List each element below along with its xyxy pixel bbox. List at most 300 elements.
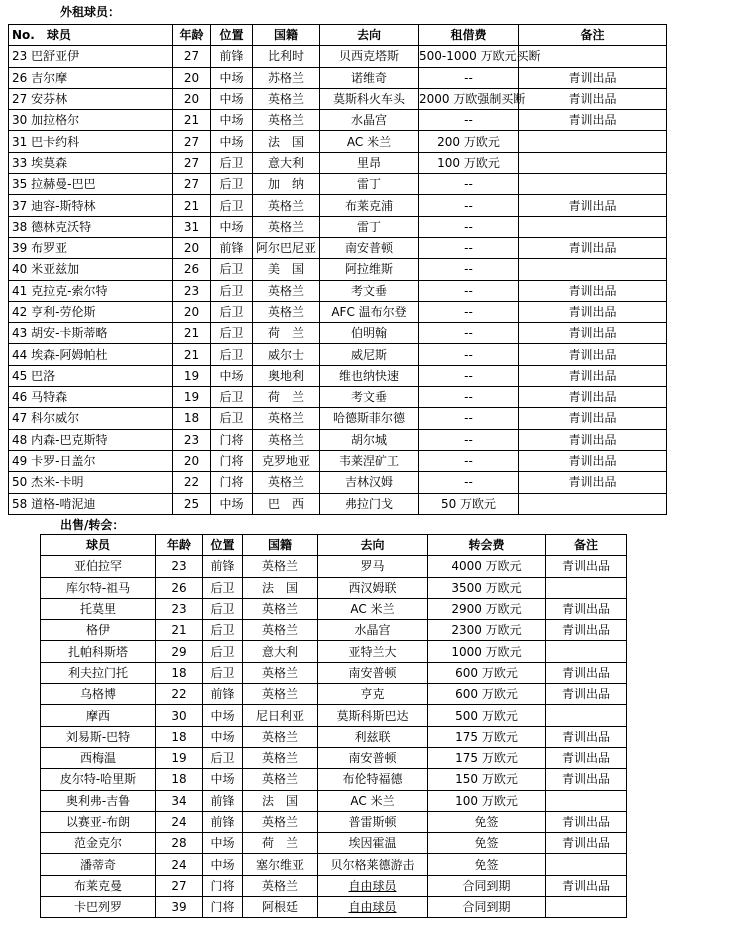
loan-number: 33 [12, 155, 28, 170]
sale-destination-text: 自由球员 [348, 878, 397, 893]
loan-header-fee: 租借费 [419, 25, 519, 46]
loan-header-position: 位置 [211, 25, 253, 46]
loan-destination: 伯明翰 [320, 323, 419, 344]
sale-position: 门将 [203, 897, 243, 918]
loan-fee: -- [419, 344, 519, 365]
loan-fee: 50 万欧元 [419, 493, 519, 514]
loan-player-cell [9, 195, 173, 216]
loan-table-row [9, 131, 742, 152]
loan-destination: 诺维奇 [320, 67, 419, 88]
sale-note [546, 705, 627, 726]
sale-nationality: 意大利 [243, 641, 318, 662]
sale-table-row [41, 662, 627, 683]
sale-player-name: 摩西 [41, 705, 156, 726]
sale-fee: 2900 万欧元 [428, 598, 546, 619]
loan-player-name: 埃森-阿姆帕杜 [31, 347, 108, 362]
sale-position: 前锋 [203, 556, 243, 577]
sale-note [546, 641, 627, 662]
loan-note: 青训出品 [519, 280, 667, 301]
loan-note: 青训出品 [519, 344, 667, 365]
sale-age: 21 [156, 620, 203, 641]
loan-nationality: 英格兰 [253, 110, 320, 131]
sale-player-name: 刘易斯-巴特 [41, 726, 156, 747]
loan-number: 58 [12, 496, 28, 511]
loan-note [519, 152, 667, 173]
loan-player-cell [9, 365, 173, 386]
loan-age: 23 [173, 280, 211, 301]
loan-player-cell [9, 344, 173, 365]
sale-player-name: 利夫拉门托 [41, 662, 156, 683]
sale-position: 后卫 [203, 747, 243, 768]
sale-age: 24 [156, 854, 203, 875]
sale-age: 26 [156, 577, 203, 598]
sale-position: 中场 [203, 705, 243, 726]
loan-nationality: 英格兰 [253, 472, 320, 493]
loan-table-row [9, 493, 742, 514]
loan-note: 青训出品 [519, 237, 667, 258]
sale-nationality: 英格兰 [243, 598, 318, 619]
sale-destination: 水晶宫 [318, 620, 428, 641]
loan-player-name: 吉尔摩 [31, 70, 68, 85]
loan-number: 31 [12, 134, 28, 149]
loan-player-cell [9, 408, 173, 429]
loan-nationality: 英格兰 [253, 195, 320, 216]
loan-header-player: No. 球员 [9, 25, 173, 46]
sale-age: 18 [156, 769, 203, 790]
sale-header-position: 位置 [203, 535, 243, 556]
loan-destination: AC 米兰 [320, 131, 419, 152]
loan-age: 27 [173, 46, 211, 67]
loan-player-name: 内森-巴克斯特 [31, 432, 108, 447]
loan-nationality: 比利时 [253, 46, 320, 67]
loan-age: 20 [173, 237, 211, 258]
loan-player-name: 布罗亚 [31, 241, 68, 256]
sale-header-row [41, 535, 627, 556]
loan-table-row [9, 46, 742, 67]
loan-table-row [9, 259, 742, 280]
loan-age: 26 [173, 259, 211, 280]
sale-nationality: 塞尔维亚 [243, 854, 318, 875]
loan-age: 21 [173, 323, 211, 344]
loan-note: 青训出品 [519, 450, 667, 471]
sale-player-name: 格伊 [41, 620, 156, 641]
loan-player-cell [9, 216, 173, 237]
sale-note: 青训出品 [546, 769, 627, 790]
loan-position: 后卫 [211, 174, 253, 195]
loan-header-note: 备注 [519, 25, 667, 46]
sale-note [546, 790, 627, 811]
loan-destination: 吉林汉姆 [320, 472, 419, 493]
sale-position: 后卫 [203, 641, 243, 662]
loan-position: 后卫 [211, 259, 253, 280]
loan-player-name: 埃莫森 [31, 155, 68, 170]
loan-player-name: 迪容-斯特林 [31, 198, 96, 213]
sale-player-name: 潘蒂奇 [41, 854, 156, 875]
sale-nationality: 英格兰 [243, 811, 318, 832]
sale-table-row [41, 705, 627, 726]
loan-table-row [9, 152, 742, 173]
sale-age: 18 [156, 662, 203, 683]
sale-header-nationality: 国籍 [243, 535, 318, 556]
loan-position: 后卫 [211, 301, 253, 322]
loan-position: 中场 [211, 88, 253, 109]
loan-table-row [9, 387, 742, 408]
loan-player-cell [9, 237, 173, 258]
sale-header-note: 备注 [546, 535, 627, 556]
loan-number: 42 [12, 305, 28, 319]
sale-note: 青训出品 [546, 556, 627, 577]
sale-position: 后卫 [203, 662, 243, 683]
sale-nationality: 英格兰 [243, 556, 318, 577]
loan-fee: -- [419, 110, 519, 131]
sale-fee: 100 万欧元 [428, 790, 546, 811]
loan-player-cell [9, 323, 173, 344]
sale-fee: 3500 万欧元 [428, 577, 546, 598]
sale-table-row [41, 641, 627, 662]
loan-destination: 阿拉维斯 [320, 259, 419, 280]
loan-nationality: 苏格兰 [253, 67, 320, 88]
loan-fee: -- [419, 472, 519, 493]
sale-table-row [41, 811, 627, 832]
loan-table-row [9, 472, 742, 493]
loan-position: 门将 [211, 450, 253, 471]
loan-position: 中场 [211, 131, 253, 152]
sale-destination: 贝尔格莱德游击 [318, 854, 428, 875]
loan-destination: 贝西克塔斯 [320, 46, 419, 67]
loan-fee: -- [419, 195, 519, 216]
sale-nationality: 法 国 [243, 577, 318, 598]
loan-note [519, 259, 667, 280]
sale-note: 青训出品 [546, 875, 627, 896]
loan-fee: 500-1000 万欧元买断 [419, 46, 519, 67]
sale-note: 青训出品 [546, 684, 627, 705]
sale-position: 后卫 [203, 577, 243, 598]
loan-age: 20 [173, 301, 211, 322]
sale-destination-text: 自由球员 [348, 900, 397, 915]
loan-player-cell [9, 280, 173, 301]
loan-fee: -- [419, 365, 519, 386]
loan-number: 30 [12, 113, 28, 128]
loan-age: 27 [173, 152, 211, 173]
loan-age: 21 [173, 195, 211, 216]
loan-fee: -- [419, 408, 519, 429]
loan-header-destination: 去向 [320, 25, 419, 46]
sale-nationality: 英格兰 [243, 662, 318, 683]
loan-section-title: 外租球员： [60, 5, 121, 19]
sale-fee: 免签 [428, 833, 546, 854]
sale-nationality: 英格兰 [243, 684, 318, 705]
loan-number: 45 [12, 368, 28, 383]
loan-header-age: 年龄 [173, 25, 211, 46]
loan-player-cell [9, 493, 173, 514]
loan-position: 门将 [211, 429, 253, 450]
sale-destination: 埃因霍温 [318, 833, 428, 854]
sale-player-name: 范金克尔 [41, 833, 156, 854]
sale-nationality: 荷 兰 [243, 833, 318, 854]
loan-player-name: 巴舒亚伊 [31, 49, 80, 64]
loan-nationality: 克罗地亚 [253, 450, 320, 471]
sale-player-name: 以赛亚-布朗 [41, 811, 156, 832]
sale-age: 30 [156, 705, 203, 726]
loan-player-cell [9, 110, 173, 131]
loan-nationality: 意大利 [253, 152, 320, 173]
loan-fee: 2000 万欧强制买断 [419, 88, 519, 109]
sale-fee: 600 万欧元 [428, 662, 546, 683]
loan-table-row [9, 67, 742, 88]
loan-position: 前锋 [211, 46, 253, 67]
sale-destination: 莫斯科斯巴达 [318, 705, 428, 726]
loan-nationality: 英格兰 [253, 408, 320, 429]
sale-fee: 175 万欧元 [428, 726, 546, 747]
sale-fee: 合同到期 [428, 897, 546, 918]
loan-table-row [9, 216, 742, 237]
loan-fee: -- [419, 216, 519, 237]
loan-age: 27 [173, 131, 211, 152]
sale-table-row [41, 875, 627, 896]
loan-table [8, 24, 742, 515]
loan-position: 后卫 [211, 195, 253, 216]
loan-player-name: 安芬林 [31, 92, 68, 107]
sale-destination: 普雷斯顿 [318, 811, 428, 832]
loan-note: 青训出品 [519, 429, 667, 450]
loan-note: 青训出品 [519, 365, 667, 386]
sale-player-name: 扎帕科斯塔 [41, 641, 156, 662]
loan-position: 前锋 [211, 237, 253, 258]
loan-fee: -- [419, 323, 519, 344]
loan-table-row [9, 429, 742, 450]
loan-fee: -- [419, 174, 519, 195]
loan-player-name: 克拉克-索尔特 [31, 283, 108, 298]
sale-age: 39 [156, 897, 203, 918]
loan-position: 后卫 [211, 152, 253, 173]
loan-note: 青训出品 [519, 195, 667, 216]
sale-nationality: 英格兰 [243, 769, 318, 790]
loan-player-name: 米亚兹加 [31, 262, 80, 277]
loan-player-name: 德林克沃特 [31, 219, 92, 234]
loan-nationality: 法 国 [253, 131, 320, 152]
sale-age: 22 [156, 684, 203, 705]
loan-player-cell [9, 152, 173, 173]
sale-table-row [41, 684, 627, 705]
loan-nationality: 加 纳 [253, 174, 320, 195]
loan-nationality: 英格兰 [253, 216, 320, 237]
loan-note [519, 216, 667, 237]
loan-table-row [9, 110, 742, 131]
loan-player-cell [9, 301, 173, 322]
loan-table-row [9, 365, 742, 386]
loan-position: 中场 [211, 365, 253, 386]
sale-header-age: 年龄 [156, 535, 203, 556]
loan-destination: 弗拉门戈 [320, 493, 419, 514]
sale-player-name: 库尔特-祖马 [41, 577, 156, 598]
loan-player-name: 道格-啃泥迪 [31, 496, 96, 511]
sale-fee: 免签 [428, 811, 546, 832]
loan-note: 青训出品 [519, 301, 667, 322]
loan-destination: 水晶宫 [320, 110, 419, 131]
loan-player-cell [9, 174, 173, 195]
sale-destination: 南安普顿 [318, 747, 428, 768]
sale-destination: 布伦特福德 [318, 769, 428, 790]
loan-player-name: 巴卡约科 [31, 134, 80, 149]
sale-table-row [41, 556, 627, 577]
loan-fee: -- [419, 280, 519, 301]
loan-nationality: 阿尔巴尼亚 [253, 237, 320, 258]
sale-age: 24 [156, 811, 203, 832]
sale-player-name: 布莱克曼 [41, 875, 156, 896]
loan-age: 19 [173, 387, 211, 408]
sale-header-destination: 去向 [318, 535, 428, 556]
loan-player-name: 科尔威尔 [31, 411, 80, 426]
loan-destination: 布莱克浦 [320, 195, 419, 216]
loan-fee: -- [419, 387, 519, 408]
sale-player-name: 皮尔特-哈里斯 [41, 769, 156, 790]
sale-note: 青训出品 [546, 662, 627, 683]
loan-destination: 莫斯科火车头 [320, 88, 419, 109]
loan-destination: 维也纳快速 [320, 365, 419, 386]
sale-destination: 亨克 [318, 684, 428, 705]
loan-player-cell [9, 67, 173, 88]
loan-age: 27 [173, 174, 211, 195]
sale-destination: 西汉姆联 [318, 577, 428, 598]
sale-table-row [41, 577, 627, 598]
sale-note: 青训出品 [546, 598, 627, 619]
loan-position: 后卫 [211, 344, 253, 365]
loan-table-row [9, 88, 742, 109]
loan-table-row [9, 195, 742, 216]
loan-age: 20 [173, 67, 211, 88]
loan-player-name: 马特森 [31, 390, 68, 405]
loan-player-cell [9, 429, 173, 450]
sale-table-row [41, 726, 627, 747]
sale-destination [318, 897, 428, 918]
loan-number: 49 [12, 454, 28, 469]
loan-number: 39 [12, 241, 28, 256]
loan-destination: 雷丁 [320, 174, 419, 195]
loan-fee: 200 万欧元 [419, 131, 519, 152]
sale-player-name: 卡巴列罗 [41, 897, 156, 918]
loan-note: 青训出品 [519, 323, 667, 344]
loan-destination: AFC 温布尔登 [320, 301, 419, 322]
loan-table-row [9, 174, 742, 195]
sale-table-row [41, 747, 627, 768]
sale-position: 门将 [203, 875, 243, 896]
sale-table-row [41, 833, 627, 854]
loan-age: 22 [173, 472, 211, 493]
loan-position: 中场 [211, 110, 253, 131]
sale-header-player: 球员 [41, 535, 156, 556]
sale-header-fee: 转会费 [428, 535, 546, 556]
sale-fee: 175 万欧元 [428, 747, 546, 768]
loan-fee: -- [419, 259, 519, 280]
loan-table-row [9, 280, 742, 301]
loan-nationality: 荷 兰 [253, 387, 320, 408]
sale-table-row [41, 620, 627, 641]
loan-number: 40 [12, 262, 28, 277]
loan-note [519, 493, 667, 514]
sale-fee: 2300 万欧元 [428, 620, 546, 641]
sale-position: 中场 [203, 833, 243, 854]
sale-note [546, 854, 627, 875]
loan-position: 中场 [211, 67, 253, 88]
loan-number: 37 [12, 198, 28, 213]
sale-position: 中场 [203, 769, 243, 790]
loan-number: 26 [12, 70, 28, 85]
loan-nationality: 英格兰 [253, 429, 320, 450]
sale-note: 青训出品 [546, 726, 627, 747]
sale-note: 青训出品 [546, 620, 627, 641]
loan-destination: 里昂 [320, 152, 419, 173]
loan-table-row [9, 450, 742, 471]
sale-fee: 免签 [428, 854, 546, 875]
sale-fee: 1000 万欧元 [428, 641, 546, 662]
sale-age: 23 [156, 556, 203, 577]
sale-table-row [41, 790, 627, 811]
loan-fee: -- [419, 429, 519, 450]
loan-position: 门将 [211, 472, 253, 493]
loan-player-name: 卡罗-日盖尔 [31, 454, 96, 469]
sale-nationality: 英格兰 [243, 875, 318, 896]
loan-nationality: 巴 西 [253, 493, 320, 514]
sale-table-row [41, 854, 627, 875]
sale-position: 中场 [203, 726, 243, 747]
loan-nationality: 威尔士 [253, 344, 320, 365]
loan-destination: 考文垂 [320, 280, 419, 301]
sale-age: 19 [156, 747, 203, 768]
loan-player-name: 杰米-卡明 [31, 475, 84, 490]
sale-destination [318, 875, 428, 896]
loan-nationality: 英格兰 [253, 301, 320, 322]
loan-nationality: 荷 兰 [253, 323, 320, 344]
sale-position: 前锋 [203, 790, 243, 811]
loan-age: 19 [173, 365, 211, 386]
sale-nationality: 阿根廷 [243, 897, 318, 918]
loan-player-name: 胡安-卡斯蒂略 [31, 326, 108, 341]
sale-player-name: 亚伯拉罕 [41, 556, 156, 577]
loan-position: 后卫 [211, 323, 253, 344]
loan-note: 青训出品 [519, 67, 667, 88]
loan-fee: -- [419, 301, 519, 322]
loan-note: 青训出品 [519, 472, 667, 493]
loan-player-name: 加拉格尔 [31, 113, 80, 128]
sale-position: 后卫 [203, 620, 243, 641]
loan-note: 青训出品 [519, 408, 667, 429]
sale-nationality: 尼日利亚 [243, 705, 318, 726]
loan-destination: 雷丁 [320, 216, 419, 237]
loan-destination: 胡尔城 [320, 429, 419, 450]
sale-nationality: 法 国 [243, 790, 318, 811]
sale-note [546, 897, 627, 918]
sale-age: 18 [156, 726, 203, 747]
sale-table [40, 534, 627, 918]
sale-note: 青训出品 [546, 833, 627, 854]
sale-age: 27 [156, 875, 203, 896]
sale-fee: 4000 万欧元 [428, 556, 546, 577]
loan-nationality: 奥地利 [253, 365, 320, 386]
loan-number: 46 [12, 390, 28, 405]
loan-player-cell [9, 450, 173, 471]
loan-number: 41 [12, 283, 28, 298]
sale-position: 前锋 [203, 811, 243, 832]
loan-number: 48 [12, 432, 28, 447]
loan-age: 25 [173, 493, 211, 514]
loan-number: 43 [12, 326, 28, 341]
loan-destination: 考文垂 [320, 387, 419, 408]
loan-age: 18 [173, 408, 211, 429]
loan-destination: 韦莱涅矿工 [320, 450, 419, 471]
loan-position: 后卫 [211, 408, 253, 429]
sale-position: 前锋 [203, 684, 243, 705]
loan-table-row [9, 237, 742, 258]
